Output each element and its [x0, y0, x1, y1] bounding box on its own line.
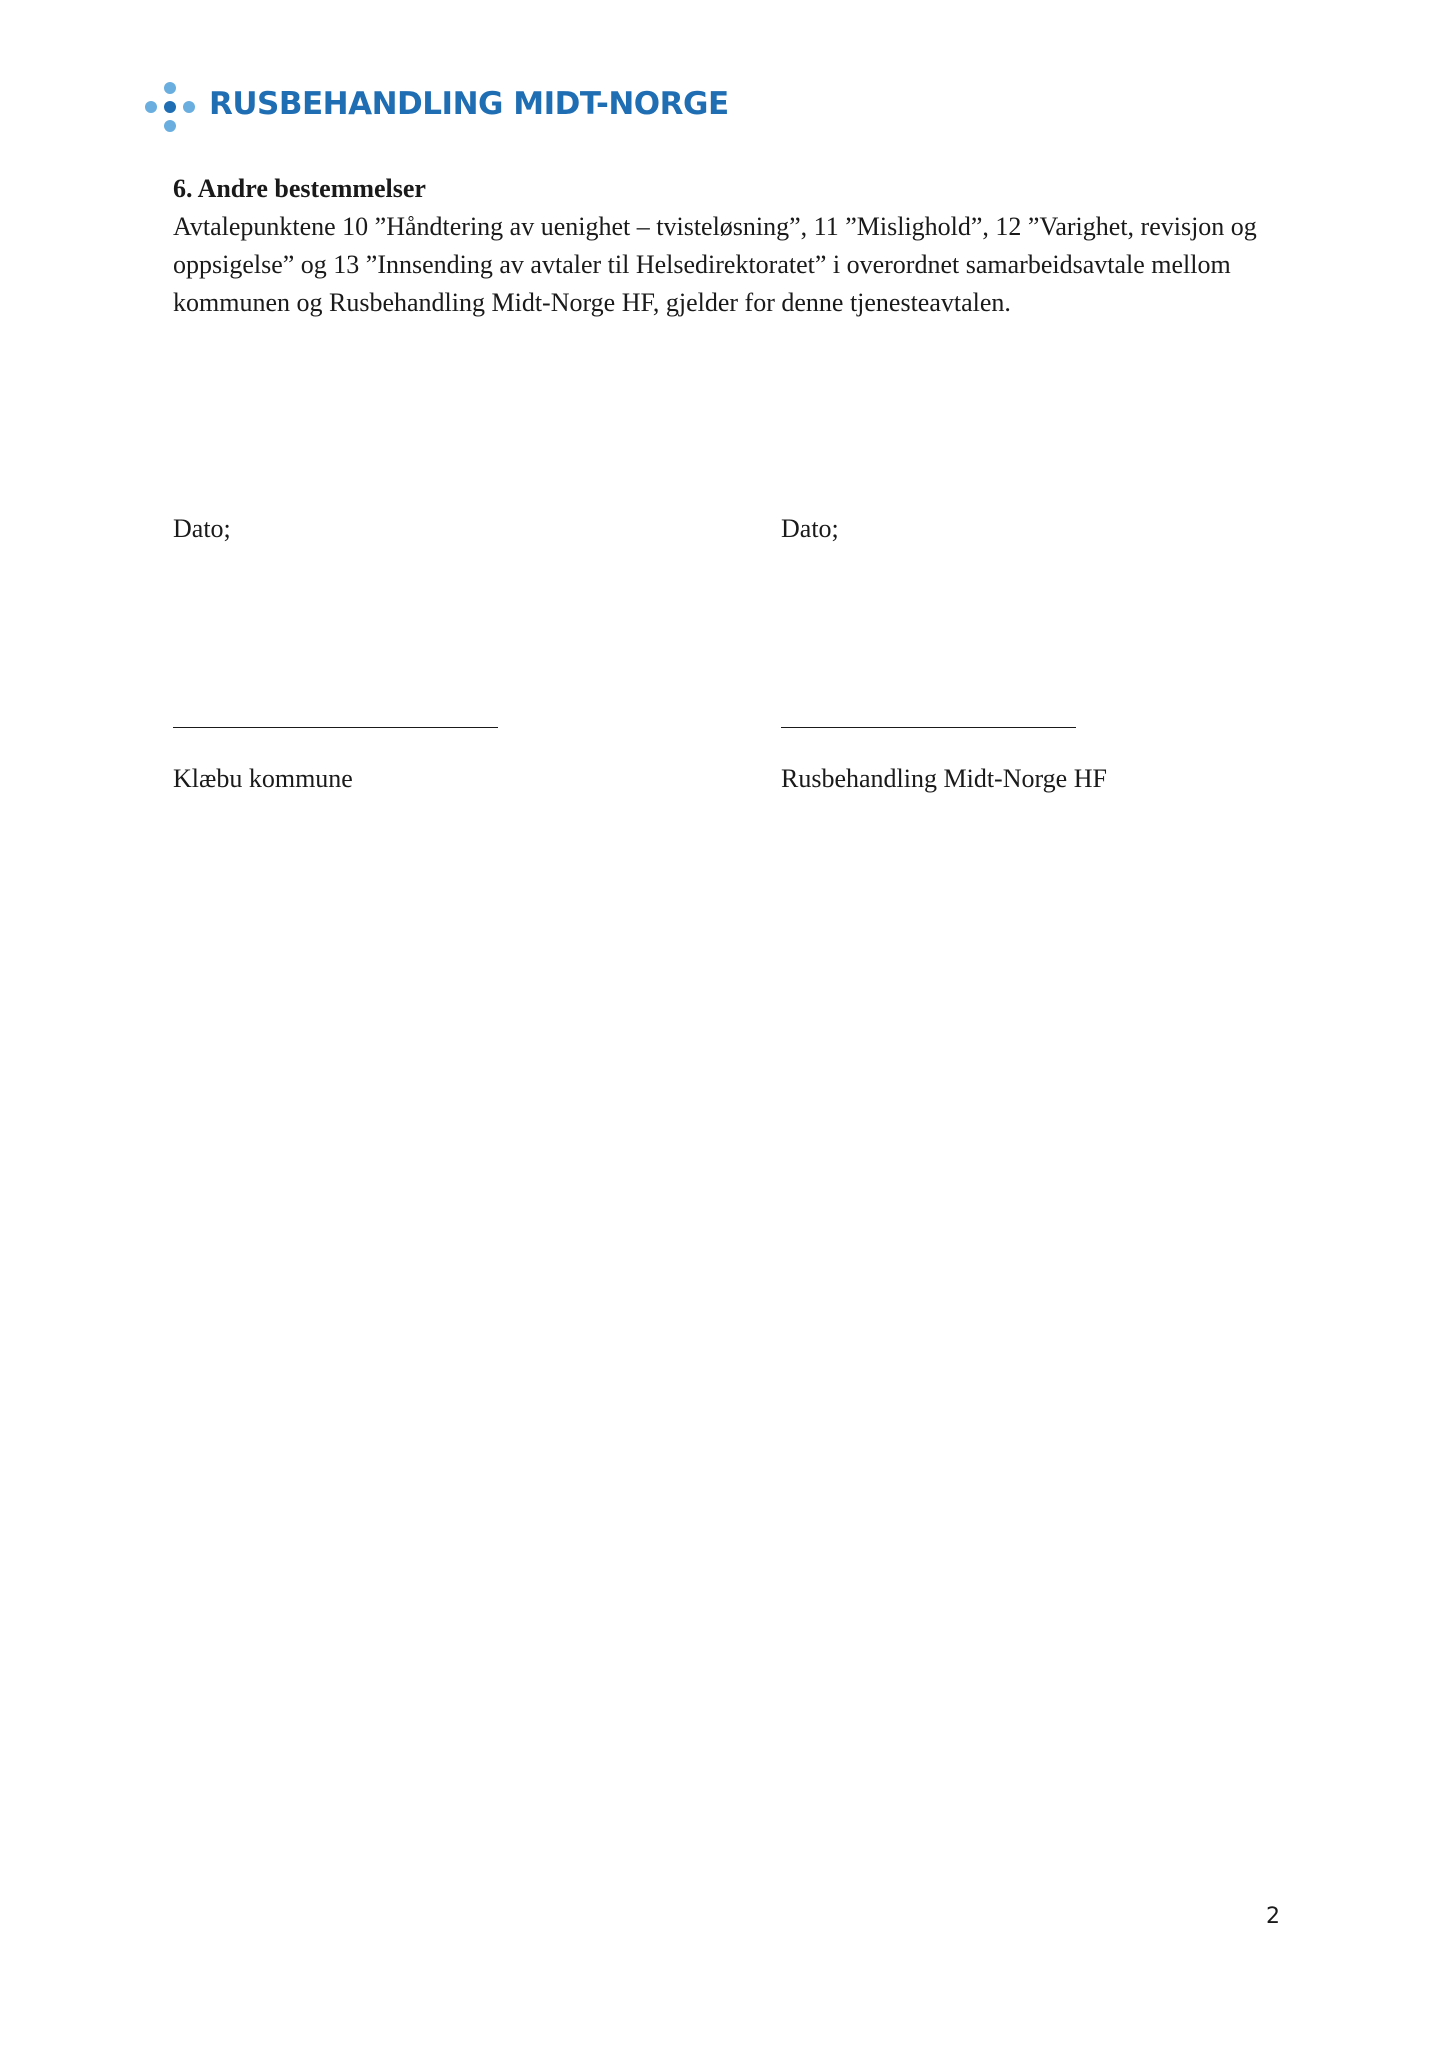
- date-label-left: Dato;: [173, 514, 231, 543]
- signature-line-right: [781, 727, 1076, 728]
- section-heading: 6. Andre bestemmelser: [173, 174, 426, 203]
- page-number: 2: [1266, 1904, 1280, 1929]
- section-paragraph: Avtalepunktene 10 ”Håndtering av uenighet – tvisteløsning”, 11 ”Mislighold”, 12 ”Varighet, revisjon og oppsigelse” og 13 ”Innsending av avtaler til Helsedirektoratet” i overordnet samarbeidsavtale mellom kommunen og Rusbehandling Midt-Norge HF, gjelder for denne tjenesteavtalen.: [173, 212, 1257, 317]
- date-label-right: Dato;: [781, 514, 839, 543]
- section-andre-bestemmelser: [173, 170, 1263, 322]
- logo-text: RUSBEHANDLING MIDT-NORGE: [209, 86, 729, 122]
- signature-line-left: [173, 727, 498, 728]
- party-name-left: Klæbu kommune: [173, 764, 353, 793]
- party-name-right: Rusbehandling Midt-Norge HF: [781, 764, 1107, 793]
- logo-cross-dots-icon: [143, 80, 197, 134]
